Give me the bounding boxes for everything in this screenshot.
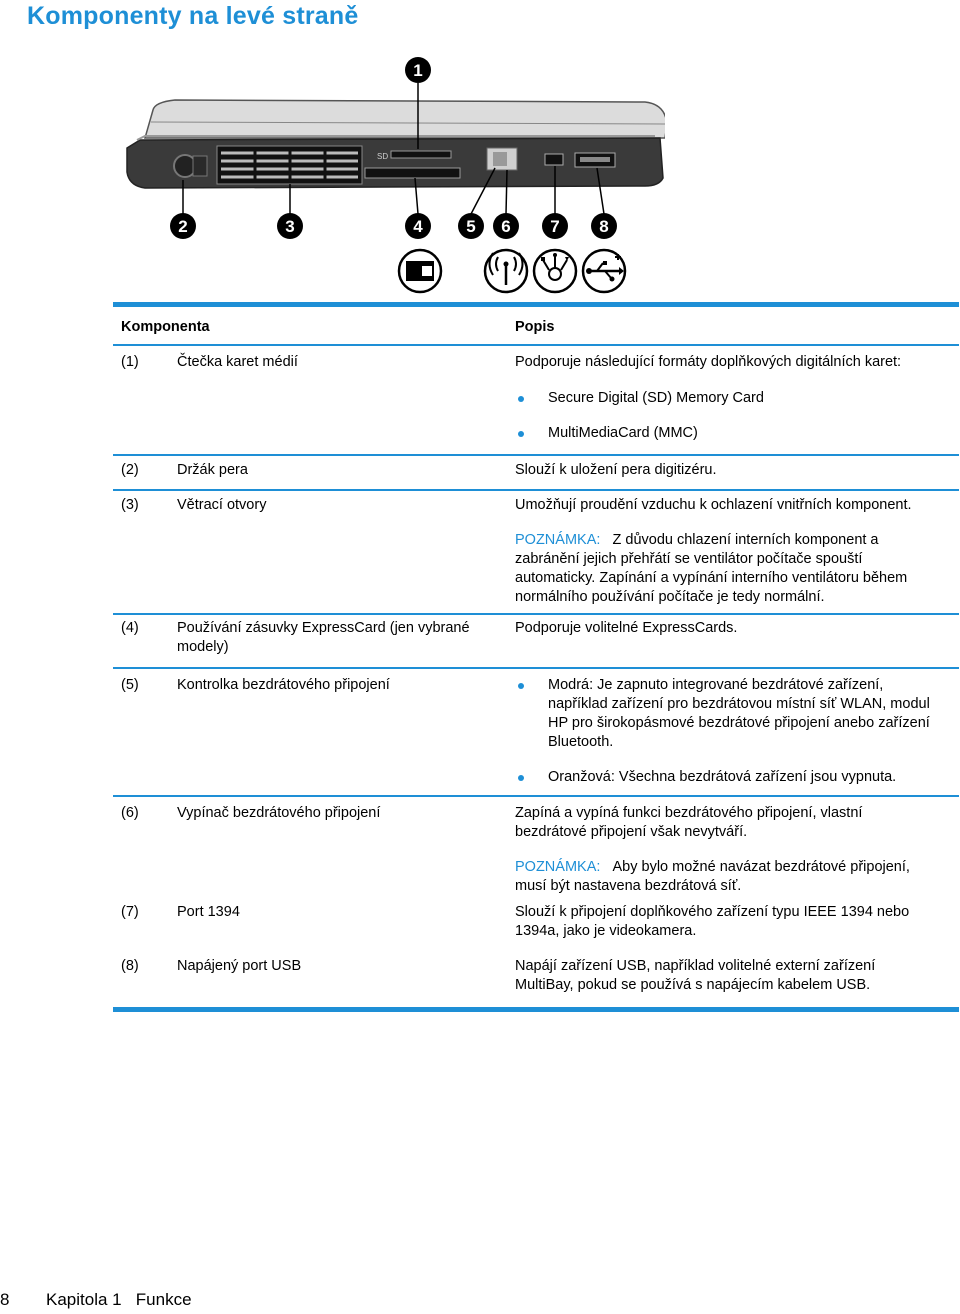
callout-3: 3: [285, 217, 295, 236]
callout-1: 1: [413, 61, 423, 80]
bullet-text: [548, 676, 953, 752]
note: [515, 531, 955, 607]
bullet-icon: [518, 683, 524, 689]
header-component: Komponenta: [121, 319, 210, 335]
firewire-1394-icon: [534, 250, 576, 292]
note-label: POZNÁMKA:: [515, 532, 601, 548]
table-row: [113, 903, 959, 957]
row-description: [515, 804, 955, 842]
description-line: Zapíná a vypíná funkci bezdrátového připojení, vlastní: [515, 805, 863, 821]
bullet-line: Modrá: Je zapnuto integrované bezdrátové zařízení,: [548, 677, 884, 693]
row-number: (8): [121, 958, 139, 974]
page-number: 8: [0, 1290, 10, 1309]
callout-2: 2: [178, 217, 188, 236]
note-label: POZNÁMKA:: [515, 859, 601, 875]
note: [515, 858, 955, 896]
row-component: Kontrolka bezdrátového připojení: [177, 677, 390, 693]
page-title: Komponenty na levé straně: [27, 2, 359, 30]
table-row: [113, 669, 959, 795]
bullet-text: MultiMediaCard (MMC): [548, 425, 698, 441]
bullet-icon: [518, 775, 524, 781]
callout-6: 6: [501, 217, 511, 236]
description-line: MultiBay, pokud se používá s napájecím kabelem USB.: [515, 977, 871, 993]
description-line: Slouží k připojení doplňkového zařízení typu IEEE 1394 nebo: [515, 904, 910, 920]
header-description: Popis: [515, 319, 555, 335]
laptop-left-side-illustration: [115, 52, 665, 297]
table-header-row: [113, 307, 959, 344]
row-description: Podporuje volitelné ExpressCards.: [515, 620, 738, 636]
note-text: automaticky. Zapínání a vypínání interního ventilátoru během: [515, 570, 908, 586]
bullet-line: například zařízení pro bezdrátovou místní síť WLAN, modul: [548, 696, 930, 712]
row-description: Podporuje následující formáty doplňkových digitálních karet:: [515, 354, 902, 370]
row-component: [177, 619, 497, 657]
callout-8: 8: [599, 217, 609, 236]
bullet-line: HP pro širokopásmové bezdrátové připojení anebo zařízení: [548, 715, 930, 731]
row-component: Napájený port USB: [177, 958, 302, 974]
note-text: zabránění jejich přehřátí se ventilátor počítače spouští: [515, 551, 863, 567]
callout-5: 5: [466, 217, 476, 236]
bullet-icon: [518, 396, 524, 402]
usb-icon: [583, 250, 625, 292]
row-component-line: Používání zásuvky ExpressCard (jen vybrané: [177, 620, 470, 636]
table-row: [113, 346, 959, 454]
row-component: Držák pera: [177, 462, 248, 478]
bullet-line: Bluetooth.: [548, 734, 614, 750]
note-text: Z důvodu chlazení interních komponent a: [612, 532, 879, 548]
table-row: [113, 615, 959, 667]
row-component: Čtečka karet médií: [177, 354, 298, 370]
callout-7: 7: [550, 217, 560, 236]
description-line: 1394a, jako je videokamera.: [515, 923, 697, 939]
table-row: [113, 456, 959, 489]
callout-4: 4: [413, 217, 423, 236]
table-row: [113, 957, 959, 1007]
chapter-label: Kapitola 1 Funkce: [46, 1290, 192, 1309]
note-text: musí být nastavena bezdrátová síť.: [515, 878, 742, 894]
row-number: (6): [121, 805, 139, 821]
row-number: (3): [121, 497, 139, 513]
row-component: Port 1394: [177, 904, 240, 920]
description-line: Napájí zařízení USB, například volitelné externí zařízení: [515, 958, 876, 974]
table-row: [113, 491, 959, 613]
row-number: (1): [121, 354, 139, 370]
row-number: (4): [121, 620, 139, 636]
note-text: Aby bylo možné navázat bezdrátové připojení,: [612, 859, 910, 875]
row-description: Slouží k uložení pera digitizéru.: [515, 462, 717, 478]
row-component: Větrací otvory: [177, 497, 267, 513]
table-bottom-rule: [113, 1007, 959, 1012]
row-component-line: modely): [177, 639, 229, 655]
row-description: [515, 903, 955, 941]
table-row: [113, 797, 959, 903]
description-line: bezdrátové připojení však nevytváří.: [515, 824, 748, 840]
row-description: [515, 957, 955, 995]
bullet-text: Secure Digital (SD) Memory Card: [548, 390, 764, 406]
sd-slot-label: SD: [377, 152, 389, 161]
row-number: (2): [121, 462, 139, 478]
components-table: [113, 302, 959, 1012]
expresscard-icon: [399, 250, 441, 292]
row-component: Vypínač bezdrátového připojení: [177, 805, 381, 821]
row-number: (5): [121, 677, 139, 693]
bullet-text: Oranžová: Všechna bezdrátová zařízení jsou vypnuta.: [548, 769, 897, 785]
wireless-icon: [485, 250, 527, 292]
row-description: Umožňují proudění vzduchu k ochlazení vnitřních komponent.: [515, 497, 912, 513]
note-text: normálního používání počítače je tedy normální.: [515, 589, 825, 605]
row-number: (7): [121, 904, 139, 920]
bullet-icon: [518, 431, 524, 437]
